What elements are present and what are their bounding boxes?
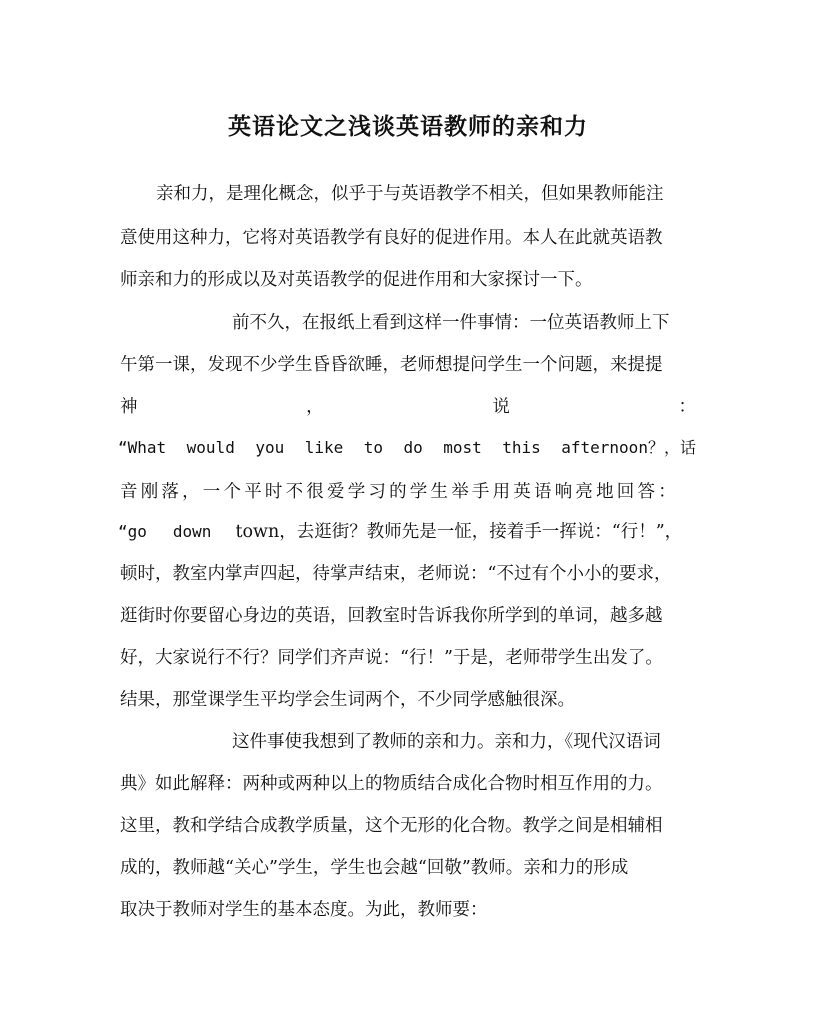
text-fragment: “What [118,438,167,457]
text-fragment: town，去逛街？教师先是一怔，接着手一挥说：“行！”， [235,522,683,542]
paragraph-line: 亲和力，是理化概念，似乎于与英语教学不相关，但如果教师能注 [156,184,664,204]
paragraph-line [118,436,696,460]
text-fragment: this [502,438,541,457]
document-title: 英语论文之浅谈英语教师的亲和力 [228,113,588,140]
text-fragment: down [172,522,212,541]
paragraph-line: 顿时，教室内掌声四起，待掌声结束，老师说：“不过有个小小的要求， [120,564,672,584]
text-fragment: “go [118,522,147,541]
paragraph-line: 这里，教和学结合成教学质量，这个无形的化合物。教学之间是相辅相 [120,816,663,836]
text-fragment: 说 [492,397,510,417]
paragraph-line: 午第一课，发现不少学生昏昏欲睡，老师想提问学生一个问题，来提提 [120,355,663,375]
paragraph-line: 典》如此解释：两种或两种以上的物质结合成化合物时相互作用的力。 [120,774,663,794]
text-fragment: you [255,438,285,457]
paragraph-line: 意使用这种力，它将对英语教学有良好的促进作用。本人在此就英语教 [120,228,663,248]
paragraph-line: 成的，教师越“关心”学生，学生也会越“回敬”教师。亲和力的形成 [120,858,629,878]
paragraph-line: 逛街时你要留心身边的英语，回教室时告诉我你所学到的单词，越多越 [120,606,663,626]
paragraph-line [120,395,696,419]
paragraph-line: 好，大家说行不行？同学们齐声说：“行！”于是，老师带学生出发了。 [120,648,663,668]
paragraph-line: 取决于教师对学生的基本态度。为此，教师要： [120,900,488,920]
text-fragment: afternoon？，话 [561,438,696,457]
text-fragment: ， [306,397,324,417]
text-fragment: 神 [120,397,138,417]
paragraph-line [118,520,696,544]
paragraph-line: 音刚落，一个平时不很爱学习的学生举手用英语响亮地回答： [120,482,679,502]
text-fragment: like [304,438,344,457]
text-fragment: do [403,438,423,457]
paragraph-line: 师亲和力的形成以及对英语教学的促进作用和大家探讨一下。 [120,270,593,290]
text-fragment: most [443,438,482,457]
paragraph-line: 前不久，在报纸上看到这样一件事情：一位英语教师上下 [232,313,670,333]
paragraph-line: 这件事使我想到了教师的亲和力。亲和力，《现代汉语词 [232,732,661,752]
text-fragment: would [186,438,235,457]
text-fragment: ： [678,397,696,417]
paragraph-line: 结果，那堂课学生平均学会生词两个，不少同学感触很深。 [120,690,575,710]
text-fragment: to [363,438,383,457]
